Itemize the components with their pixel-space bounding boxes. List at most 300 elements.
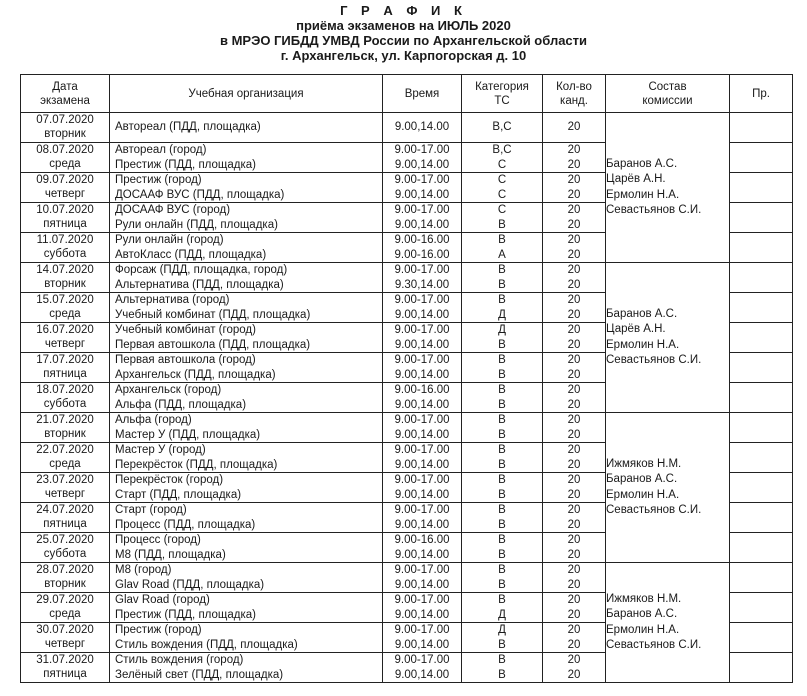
pr-cell bbox=[730, 233, 793, 263]
org-cell bbox=[110, 623, 383, 653]
category-cell-line: B bbox=[498, 384, 506, 396]
org-cell-line: Престиж (ПДД, площадка) bbox=[115, 608, 256, 621]
count-cell-line: 20 bbox=[567, 264, 581, 276]
category-cell-line: Д bbox=[498, 608, 506, 621]
time-cell-line: 9.00,14.00 bbox=[394, 398, 450, 411]
doc-address: г. Архангельск, ул. Карпогорская д. 10 bbox=[280, 48, 527, 63]
commission-member: Баранов А.С. bbox=[606, 473, 678, 485]
org-cell bbox=[110, 293, 383, 323]
table-row bbox=[21, 563, 793, 593]
time-cell-line: 9.00-17.00 bbox=[394, 474, 450, 486]
pr-cell bbox=[730, 593, 793, 623]
org-cell-line: Рули онлайн (город) bbox=[115, 234, 224, 246]
org-cell bbox=[110, 473, 383, 503]
category-cell bbox=[462, 263, 543, 293]
time-cell bbox=[383, 233, 462, 263]
pr-cell bbox=[730, 563, 793, 593]
time-cell bbox=[383, 623, 462, 653]
category-cell-line: Д bbox=[498, 624, 506, 636]
col-category-header: Категория ТС bbox=[462, 75, 543, 113]
time-cell bbox=[383, 323, 462, 353]
count-cell bbox=[543, 323, 606, 353]
exam-schedule-table bbox=[20, 74, 793, 683]
category-cell bbox=[462, 413, 543, 443]
org-cell-line: Процесс (ПДД, площадка) bbox=[115, 518, 256, 531]
time-cell-line: 9.00-17.00 bbox=[394, 504, 450, 516]
time-cell bbox=[383, 563, 462, 593]
commission-member: Ермолин Н.А. bbox=[606, 338, 680, 351]
time-cell-line: 9.00-17.00 bbox=[394, 294, 450, 306]
org-cell-line: Старт (ПДД, площадка) bbox=[115, 488, 242, 501]
time-cell-line: 9.00,14.00 bbox=[394, 158, 450, 171]
time-cell-line: 9.00-17.00 bbox=[394, 594, 450, 606]
org-cell-line: ДОСААФ ВУС (город) bbox=[115, 204, 231, 216]
org-cell-line: Автореал (город) bbox=[115, 144, 207, 156]
category-cell-line: B bbox=[498, 474, 506, 486]
time-cell-line: 9.00-17.00 bbox=[394, 324, 450, 336]
time-cell-line: 9.00,14.00 bbox=[394, 218, 450, 231]
pr-cell bbox=[730, 653, 793, 683]
count-cell-line: 20 bbox=[567, 158, 581, 171]
count-cell-line: 20 bbox=[567, 121, 581, 133]
count-cell-line: 20 bbox=[567, 368, 581, 381]
pr-cell bbox=[730, 353, 793, 383]
org-cell-line: Первая автошкола (ПДД, площадка) bbox=[115, 338, 311, 351]
doc-department: в МРЭО ГИБДД УМВД России по Архангельской области bbox=[219, 33, 588, 48]
count-cell-line: 20 bbox=[567, 294, 581, 306]
commission-cell bbox=[606, 113, 730, 263]
count-cell bbox=[543, 113, 606, 143]
category-cell bbox=[462, 563, 543, 593]
exam-date: 24.07.2020 bbox=[36, 504, 94, 516]
exam-weekday: суббота bbox=[43, 547, 87, 560]
org-cell bbox=[110, 443, 383, 473]
exam-date-cell bbox=[21, 203, 110, 233]
time-cell bbox=[383, 533, 462, 563]
table-row bbox=[21, 113, 793, 143]
category-cell-line: B bbox=[498, 488, 506, 501]
exam-date-cell bbox=[21, 503, 110, 533]
time-cell bbox=[383, 503, 462, 533]
exam-date: 11.07.2020 bbox=[36, 234, 94, 246]
col-count-header: Кол-во канд. bbox=[543, 75, 606, 113]
exam-weekday: вторник bbox=[44, 127, 86, 140]
commission-member: Баранов А.С. bbox=[606, 307, 678, 320]
count-cell bbox=[543, 563, 606, 593]
exam-weekday: пятница bbox=[43, 517, 87, 530]
exam-date: 25.07.2020 bbox=[36, 534, 94, 546]
count-cell-line: 20 bbox=[567, 474, 581, 486]
commission-cell bbox=[606, 563, 730, 683]
category-cell bbox=[462, 293, 543, 323]
exam-date: 18.07.2020 bbox=[36, 384, 94, 396]
exam-date-cell bbox=[21, 413, 110, 443]
org-cell-line: Первая автошкола (город) bbox=[115, 354, 256, 366]
exam-date-cell bbox=[21, 473, 110, 503]
org-cell-line: Учебный комбинат (город) bbox=[115, 324, 256, 336]
org-cell bbox=[110, 533, 383, 563]
count-cell-line: 20 bbox=[567, 384, 581, 396]
category-cell bbox=[462, 383, 543, 413]
count-cell bbox=[543, 233, 606, 263]
commission-member: Баранов А.С. bbox=[606, 608, 678, 620]
org-cell-line: ДОСААФ ВУС (ПДД, площадка) bbox=[115, 188, 285, 201]
exam-date: 17.07.2020 bbox=[36, 354, 94, 366]
org-cell-line: Перекрёсток (город) bbox=[115, 474, 224, 486]
category-cell bbox=[462, 203, 543, 233]
pr-cell bbox=[730, 323, 793, 353]
exam-date-cell bbox=[21, 233, 110, 263]
time-cell-line: 9.00,14.00 bbox=[394, 608, 450, 621]
category-cell bbox=[462, 623, 543, 653]
commission-member: Ермолин Н.А. bbox=[606, 488, 680, 501]
org-cell bbox=[110, 203, 383, 233]
org-cell-line: Альфа (город) bbox=[115, 414, 192, 426]
org-cell-line: Зелёный свет (ПДД, площадка) bbox=[115, 668, 284, 681]
exam-date-cell bbox=[21, 113, 110, 143]
time-cell bbox=[383, 443, 462, 473]
org-cell-line: Glav Road (ПДД, площадка) bbox=[115, 578, 265, 591]
exam-date-cell bbox=[21, 263, 110, 293]
category-cell-line: B bbox=[498, 278, 506, 291]
exam-weekday: среда bbox=[49, 307, 81, 320]
org-cell-line: М8 (ПДД, площадка) bbox=[115, 548, 226, 561]
count-cell bbox=[543, 533, 606, 563]
org-cell-line: Рули онлайн (ПДД, площадка) bbox=[115, 218, 278, 231]
category-cell-line: B bbox=[498, 638, 506, 651]
category-cell-line: B bbox=[498, 234, 506, 246]
org-cell-line: Альфа (ПДД, площадка) bbox=[115, 398, 247, 411]
time-cell bbox=[383, 143, 462, 173]
time-cell bbox=[383, 113, 462, 143]
org-cell bbox=[110, 173, 383, 203]
time-cell-line: 9.00-16.00 bbox=[394, 248, 450, 261]
time-cell-line: 9.00-16.00 bbox=[394, 534, 450, 546]
org-cell-line: Процесс (город) bbox=[115, 534, 201, 546]
exam-date-cell bbox=[21, 593, 110, 623]
exam-date-cell bbox=[21, 323, 110, 353]
count-cell-line: 20 bbox=[567, 564, 581, 576]
exam-date: 15.07.2020 bbox=[36, 294, 94, 306]
time-cell bbox=[383, 293, 462, 323]
pr-cell bbox=[730, 533, 793, 563]
org-cell bbox=[110, 413, 383, 443]
org-cell-line: Стиль вождения (город) bbox=[115, 654, 244, 666]
count-cell-line: 20 bbox=[567, 144, 581, 156]
category-cell-line: B,C bbox=[492, 121, 512, 133]
exam-weekday: суббота bbox=[43, 247, 87, 260]
count-cell-line: 20 bbox=[567, 398, 581, 411]
org-cell-line: Мастер У (ПДД, площадка) bbox=[115, 428, 261, 441]
category-cell-line: B,C bbox=[492, 144, 512, 156]
time-cell-line: 9.00-17.00 bbox=[394, 444, 450, 456]
pr-cell bbox=[730, 473, 793, 503]
count-cell bbox=[543, 203, 606, 233]
exam-date: 29.07.2020 bbox=[36, 594, 94, 606]
org-cell-line: М8 (город) bbox=[115, 564, 172, 576]
time-cell-line: 9.00,14.00 bbox=[394, 121, 450, 133]
org-cell bbox=[110, 653, 383, 683]
time-cell bbox=[383, 383, 462, 413]
category-cell bbox=[462, 143, 543, 173]
count-cell bbox=[543, 473, 606, 503]
exam-date: 30.07.2020 bbox=[36, 624, 94, 636]
col-pr-header: Пр. bbox=[730, 75, 793, 113]
col-time-header: Время bbox=[383, 75, 462, 113]
count-cell-line: 20 bbox=[567, 414, 581, 426]
count-cell-line: 20 bbox=[567, 428, 581, 441]
count-cell bbox=[543, 293, 606, 323]
time-cell-line: 9.00-17.00 bbox=[394, 174, 450, 186]
org-cell-line: Стиль вождения (ПДД, площадка) bbox=[115, 638, 298, 651]
time-cell-line: 9.00-17.00 bbox=[394, 414, 450, 426]
exam-weekday: суббота bbox=[43, 397, 87, 410]
table-row bbox=[21, 413, 793, 443]
count-cell-line: 20 bbox=[567, 518, 581, 531]
pr-cell bbox=[730, 503, 793, 533]
category-cell-line: Д bbox=[498, 308, 506, 321]
count-cell bbox=[543, 443, 606, 473]
col-commission-header: Состав комиссии bbox=[606, 75, 730, 113]
col-date-header: Дата экзамена bbox=[21, 75, 110, 113]
time-cell-line: 9.00,14.00 bbox=[394, 458, 450, 471]
exam-weekday: среда bbox=[49, 457, 81, 470]
exam-weekday: пятница bbox=[43, 667, 87, 680]
commission-member: Ермолин Н.А. bbox=[606, 188, 680, 201]
category-cell bbox=[462, 593, 543, 623]
category-cell bbox=[462, 173, 543, 203]
exam-date-cell bbox=[21, 143, 110, 173]
org-cell bbox=[110, 383, 383, 413]
exam-date-cell bbox=[21, 353, 110, 383]
exam-weekday: вторник bbox=[44, 427, 86, 440]
category-cell-line: B bbox=[498, 414, 506, 426]
exam-weekday: четверг bbox=[44, 637, 86, 650]
commission-member: Баранов А.С. bbox=[606, 157, 678, 170]
pr-cell bbox=[730, 383, 793, 413]
time-cell-line: 9.00-17.00 bbox=[394, 144, 450, 156]
exam-date-cell bbox=[21, 563, 110, 593]
exam-date-cell bbox=[21, 533, 110, 563]
count-cell-line: 20 bbox=[567, 594, 581, 606]
pr-cell bbox=[730, 413, 793, 443]
exam-date: 21.07.2020 bbox=[36, 414, 94, 426]
category-cell-line: B bbox=[498, 518, 506, 531]
time-cell-line: 9.00,14.00 bbox=[394, 488, 450, 501]
category-cell-line: B bbox=[498, 218, 506, 231]
category-cell bbox=[462, 323, 543, 353]
org-cell-line: Престиж (город) bbox=[115, 624, 202, 636]
document-header bbox=[0, 3, 807, 63]
doc-subtitle: приёма экзаменов на ИЮЛЬ 2020 bbox=[296, 18, 511, 33]
category-cell-line: C bbox=[497, 174, 507, 186]
time-cell bbox=[383, 653, 462, 683]
category-cell-line: B bbox=[498, 368, 506, 381]
exam-date-cell bbox=[21, 293, 110, 323]
count-cell-line: 20 bbox=[567, 624, 581, 636]
org-cell bbox=[110, 323, 383, 353]
exam-date: 31.07.2020 bbox=[36, 654, 94, 666]
exam-weekday: четверг bbox=[44, 487, 86, 500]
count-cell-line: 20 bbox=[567, 248, 581, 261]
col-org-header: Учебная организация bbox=[110, 75, 383, 113]
exam-weekday: вторник bbox=[44, 577, 86, 590]
count-cell-line: 20 bbox=[567, 354, 581, 366]
exam-weekday: пятница bbox=[43, 367, 87, 380]
commission-member: Севастьянов С.И. bbox=[606, 504, 702, 516]
org-cell-line: Архангельск (город) bbox=[115, 384, 222, 396]
category-cell-line: B bbox=[498, 264, 506, 276]
count-cell bbox=[543, 623, 606, 653]
exam-date-cell bbox=[21, 383, 110, 413]
org-cell bbox=[110, 113, 383, 143]
category-cell bbox=[462, 503, 543, 533]
time-cell bbox=[383, 413, 462, 443]
time-cell-line: 9.00,14.00 bbox=[394, 338, 450, 351]
count-cell-line: 20 bbox=[567, 308, 581, 321]
count-cell bbox=[543, 413, 606, 443]
category-cell-line: B bbox=[498, 578, 506, 591]
category-cell bbox=[462, 653, 543, 683]
time-cell-line: 9.00-17.00 bbox=[394, 624, 450, 636]
exam-weekday: среда bbox=[49, 607, 81, 620]
count-cell-line: 20 bbox=[567, 234, 581, 246]
time-cell bbox=[383, 203, 462, 233]
count-cell bbox=[543, 593, 606, 623]
pr-cell bbox=[730, 623, 793, 653]
exam-date: 10.07.2020 bbox=[36, 204, 94, 216]
category-cell-line: B bbox=[498, 504, 506, 516]
doc-title: Г Р А Ф И К bbox=[340, 3, 467, 18]
schedule-body bbox=[21, 113, 793, 683]
commission-member: Ижмяков Н.М. bbox=[606, 457, 682, 470]
exam-date: 14.07.2020 bbox=[36, 264, 94, 276]
commission-member: Ижмяков Н.М. bbox=[606, 592, 682, 605]
category-cell-line: B bbox=[498, 654, 506, 666]
org-cell bbox=[110, 563, 383, 593]
category-cell-line: Д bbox=[498, 324, 506, 336]
exam-date: 22.07.2020 bbox=[36, 444, 94, 456]
category-cell-line: B bbox=[498, 564, 506, 576]
pr-cell bbox=[730, 143, 793, 173]
category-cell-line: B bbox=[498, 668, 506, 681]
org-cell-line: Glav Road (город) bbox=[115, 594, 210, 606]
count-cell bbox=[543, 353, 606, 383]
category-cell-line: B bbox=[498, 534, 506, 546]
time-cell bbox=[383, 263, 462, 293]
time-cell-line: 9.00,14.00 bbox=[394, 548, 450, 561]
time-cell bbox=[383, 173, 462, 203]
exam-date-cell bbox=[21, 173, 110, 203]
commission-member: Царёв А.Н. bbox=[606, 173, 666, 185]
category-cell-line: C bbox=[497, 204, 507, 216]
exam-date-cell bbox=[21, 443, 110, 473]
count-cell-line: 20 bbox=[567, 578, 581, 591]
time-cell-line: 9.30,14.00 bbox=[394, 278, 450, 291]
time-cell bbox=[383, 473, 462, 503]
count-cell bbox=[543, 263, 606, 293]
exam-date: 16.07.2020 bbox=[36, 324, 94, 336]
count-cell-line: 20 bbox=[567, 458, 581, 471]
org-cell-line: Престиж (ПДД, площадка) bbox=[115, 158, 256, 171]
count-cell-line: 20 bbox=[567, 278, 581, 291]
time-cell-line: 9.00-17.00 bbox=[394, 354, 450, 366]
count-cell-line: 20 bbox=[567, 324, 581, 336]
category-cell bbox=[462, 233, 543, 263]
time-cell-line: 9.00-16.00 bbox=[394, 384, 450, 396]
pr-cell bbox=[730, 113, 793, 143]
commission-cell bbox=[606, 413, 730, 563]
org-cell bbox=[110, 503, 383, 533]
org-cell-line: Мастер У (город) bbox=[115, 444, 206, 456]
count-cell-line: 20 bbox=[567, 204, 581, 216]
org-cell-line: Альтернатива (город) bbox=[115, 294, 230, 306]
count-cell bbox=[543, 383, 606, 413]
time-cell-line: 9.00,14.00 bbox=[394, 188, 450, 201]
time-cell bbox=[383, 593, 462, 623]
org-cell-line: АвтоКласс (ПДД, площадка) bbox=[115, 248, 267, 261]
time-cell-line: 9.00,14.00 bbox=[394, 428, 450, 441]
commission-member: Севастьянов С.И. bbox=[606, 354, 702, 366]
category-cell-line: A bbox=[498, 248, 506, 261]
count-cell bbox=[543, 173, 606, 203]
pr-cell bbox=[730, 173, 793, 203]
category-cell-line: B bbox=[498, 444, 506, 456]
org-cell-line: Перекрёсток (ПДД, площадка) bbox=[115, 458, 278, 471]
org-cell-line: Старт (город) bbox=[115, 504, 187, 516]
count-cell bbox=[543, 503, 606, 533]
exam-weekday: четверг bbox=[44, 187, 86, 200]
pr-cell bbox=[730, 293, 793, 323]
count-cell-line: 20 bbox=[567, 668, 581, 681]
exam-date: 23.07.2020 bbox=[36, 474, 94, 486]
exam-weekday: среда bbox=[49, 157, 81, 170]
pr-cell bbox=[730, 443, 793, 473]
exam-date-cell bbox=[21, 653, 110, 683]
count-cell-line: 20 bbox=[567, 608, 581, 621]
commission-member: Севастьянов С.И. bbox=[606, 204, 702, 216]
category-cell-line: B bbox=[498, 338, 506, 351]
org-cell bbox=[110, 143, 383, 173]
count-cell-line: 20 bbox=[567, 488, 581, 501]
org-cell-line: Учебный комбинат (ПДД, площадка) bbox=[115, 308, 311, 321]
time-cell-line: 9.00,14.00 bbox=[394, 368, 450, 381]
org-cell-line: Архангельск (ПДД, площадка) bbox=[115, 368, 276, 381]
count-cell bbox=[543, 653, 606, 683]
commission-member: Ермолин Н.А. bbox=[606, 623, 680, 636]
category-cell-line: B bbox=[498, 428, 506, 441]
exam-weekday: пятница bbox=[43, 217, 87, 230]
org-cell-line: Альтернатива (ПДД, площадка) bbox=[115, 278, 284, 291]
header-row bbox=[21, 75, 793, 113]
time-cell-line: 9.00-17.00 bbox=[394, 654, 450, 666]
pr-cell bbox=[730, 203, 793, 233]
count-cell-line: 20 bbox=[567, 534, 581, 546]
count-cell-line: 20 bbox=[567, 174, 581, 186]
category-cell-line: C bbox=[497, 188, 507, 201]
category-cell bbox=[462, 443, 543, 473]
commission-member: Севастьянов С.И. bbox=[606, 639, 702, 651]
count-cell bbox=[543, 143, 606, 173]
exam-date: 09.07.2020 bbox=[36, 174, 94, 186]
count-cell-line: 20 bbox=[567, 218, 581, 231]
time-cell-line: 9.00,14.00 bbox=[394, 668, 450, 681]
commission-member: Царёв А.Н. bbox=[606, 323, 666, 335]
org-cell-line: Автореал (ПДД, площадка) bbox=[115, 121, 261, 133]
org-cell bbox=[110, 353, 383, 383]
exam-weekday: четверг bbox=[44, 337, 86, 350]
count-cell-line: 20 bbox=[567, 548, 581, 561]
